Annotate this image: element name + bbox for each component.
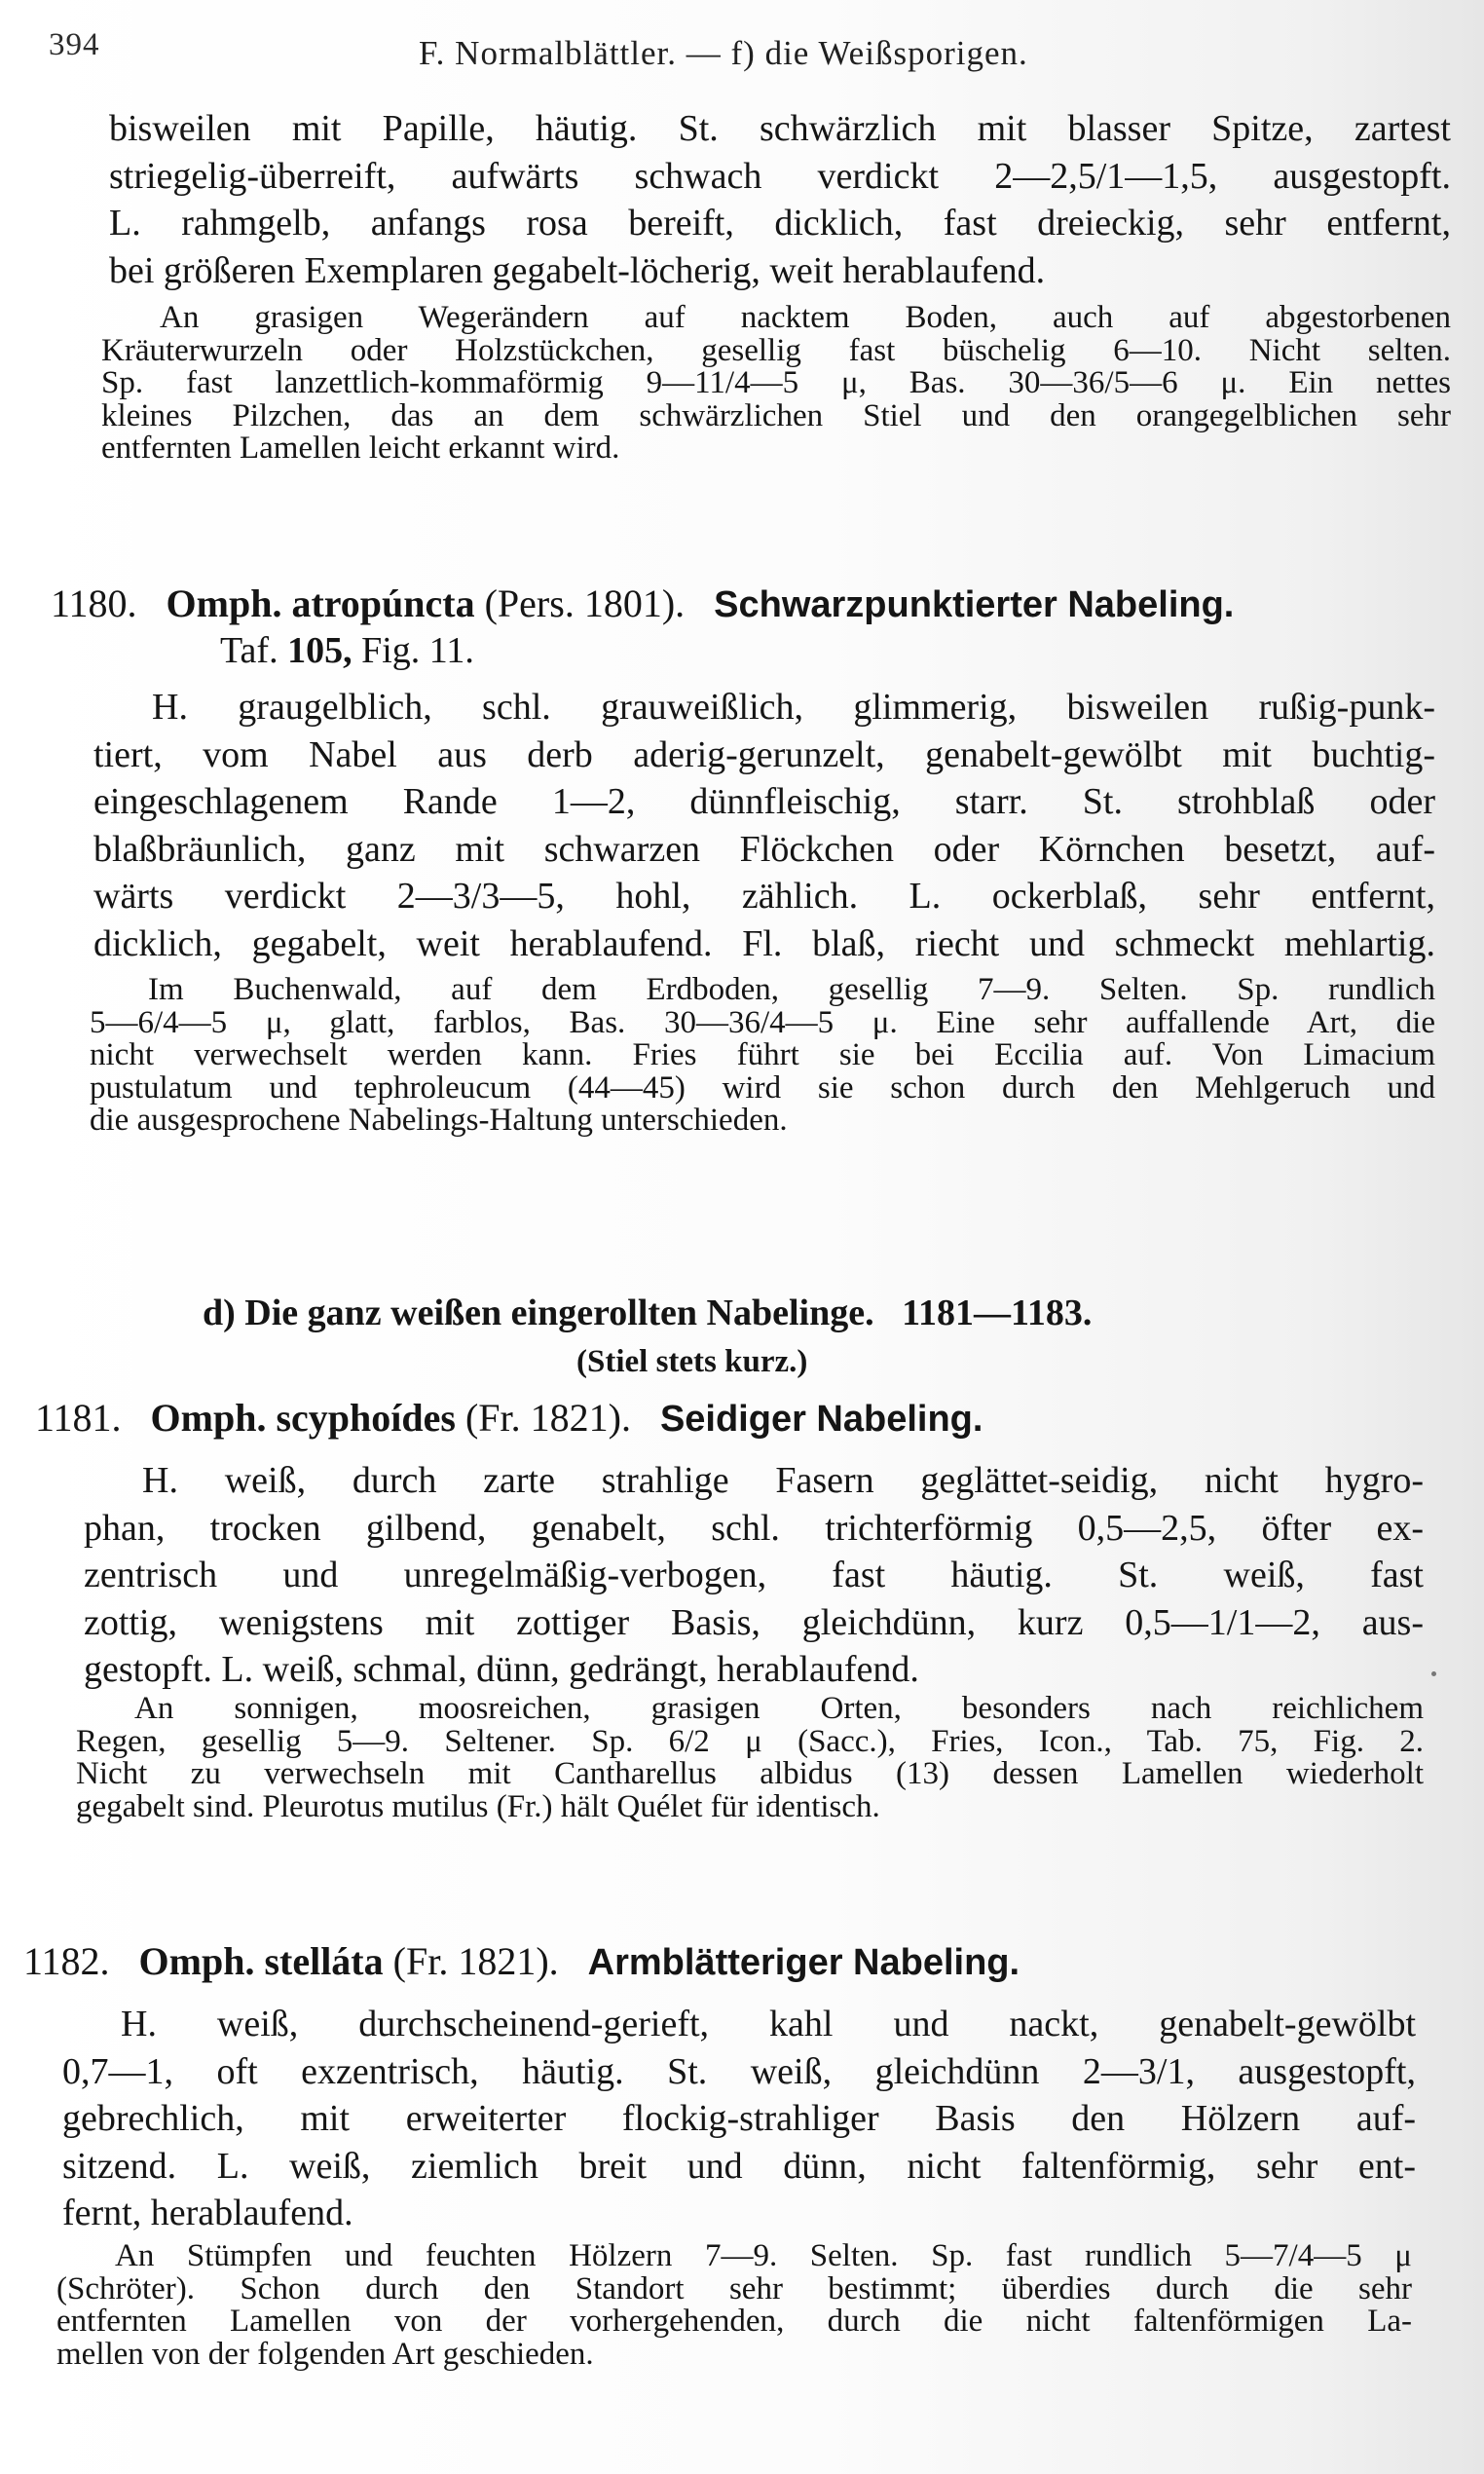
figure-plate-label: Taf. [220, 630, 278, 671]
note-line: mellen von der folgenden Art geschieden. [56, 2336, 594, 2372]
text-line: blaßbräunlich, ganz mit schwarzen Flöckchen oder Körnchen besetzt, auf- [93, 828, 1435, 870]
section-title: d) Die ganz weißen eingerollten Nabelinge. [203, 1293, 874, 1333]
note-line: Regen, gesellig 5—9. Seltener. Sp. 6/2 μ (Sacc.), Fries, Icon., Tab. 75, Fig. 2. [76, 1723, 1424, 1759]
description-1182 [62, 2001, 1416, 2237]
page-number: 394 [49, 27, 100, 62]
entry-heading-1181 [35, 1395, 983, 1441]
note-line: Kräuterwurzeln oder Holzstückchen, gesellig fast büschelig 6—10. Nicht selten. [101, 332, 1451, 368]
figure-reference [220, 629, 474, 672]
running-head: F. Normalblättler. — f) die Weißsporigen. [419, 34, 1028, 72]
text-line: zentrisch und unregelmäßig-verbogen, fast häutig. St. weiß, fast [84, 1555, 1424, 1595]
note-1180 [90, 974, 1435, 1138]
note-line: entfernten Lamellen von der vorhergehenden, durch die nicht faltenförmigen La- [56, 2304, 1412, 2339]
species-author: (Fr. 1821). [392, 1939, 559, 1983]
note-line: Sp. fast lanzettlich-kommaförmig 9—11/4—5 μ, Bas. 30—36/5—6 μ. Ein nettes [101, 365, 1451, 400]
text-line: H. weiß, durchscheinend-gerieft, kahl und nackt, genabelt-gewölbt [121, 2004, 1416, 2044]
note-1182 [56, 2240, 1412, 2371]
figure-number: Fig. 11. [361, 630, 474, 671]
species-name: Omph. stelláta [138, 1939, 384, 1983]
text-line: fernt, herablaufend. [62, 2193, 353, 2233]
entry-number: 1180. [51, 581, 137, 625]
text-line: bei größeren Exemplaren gegabelt-löcherig, weit herablaufend. [109, 249, 1046, 291]
note-1181 [76, 1693, 1424, 1823]
species-author: (Fr. 1821). [464, 1396, 631, 1440]
entry-heading-1182 [23, 1938, 1020, 1984]
note-line: pustulatum und tephroleucum (44—45) wird sie schon durch den Mehlgeruch und [90, 1069, 1435, 1106]
description-1181 [84, 1457, 1424, 1694]
text-line: 0,7—1, oft exzentrisch, häutig. St. weiß, gleichdünn 2—3/1, ausgestopft, [62, 2050, 1416, 2092]
text-line: bisweilen mit Papille, häutig. St. schwärzlich mit blasser Spitze, zartest [109, 108, 1451, 149]
text-line: gebrechlich, mit erweiterter flockig-strahliger Basis den Hölzern auf- [62, 2098, 1416, 2139]
german-name: Seidiger Nabeling. [659, 1399, 983, 1440]
text-line: wärts verdickt 2—3/3—5, hohl, zählich. L. ockerblaß, sehr entfernt, [93, 876, 1435, 917]
german-name: Armblätteriger Nabeling. [587, 1942, 1020, 1983]
text-line: striegelig-überreift, aufwärts schwach verdickt 2—2,5/1—1,5, ausgestopft. [109, 155, 1451, 197]
species-author: (Pers. 1801). [484, 581, 686, 625]
note-line: An sonnigen, moosreichen, grasigen Orten, besonders nach reichlichem [134, 1691, 1424, 1726]
note-line: kleines Pilzchen, das an dem schwärzlichen Stiel und den orangegelblichen sehr [101, 397, 1451, 433]
note-line: die ausgesprochene Nabelings-Haltung unterschieden. [90, 1103, 788, 1138]
text-line: zottig, wenigstens mit zottiger Basis, gleichdünn, kurz 0,5—1/1—2, aus- [84, 1601, 1424, 1643]
note-line: Im Buchenwald, auf dem Erdboden, gesellig 7—9. Selten. Sp. rundlich [148, 972, 1435, 1007]
text-line: H. weiß, durch zarte strahlige Fasern geglättet-seidig, nicht hygro- [142, 1460, 1424, 1501]
note-line: (Schröter). Schon durch den Standort sehr bestimmt; überdies durch die sehr [56, 2270, 1412, 2306]
section-subtitle: (Stiel stets kurz.) [576, 1344, 808, 1379]
note-line: An Stümpfen und feuchten Hölzern 7—9. Selten. Sp. fast rundlich 5—7/4—5 μ [115, 2238, 1412, 2273]
section-heading [203, 1292, 1092, 1334]
species-name: Omph. scyphoídes [150, 1396, 456, 1440]
text-line: eingeschlagenem Rande 1—2, dünnfleischig, starr. St. strohblaß oder [93, 781, 1435, 822]
note-line: nicht verwechselt werden kann. Fries führt sie bei Eccilia auf. Von Limacium [90, 1037, 1435, 1072]
figure-plate-number: 105, [287, 630, 352, 671]
note-line: 5—6/4—5 μ, glatt, farblos, Bas. 30—36/4—5 μ. Eine sehr auffallende Art, die [90, 1004, 1435, 1040]
text-line: sitzend. L. weiß, ziemlich breit und dünn, nicht faltenförmig, sehr ent- [62, 2145, 1416, 2187]
text-line: dicklich, gegabelt, weit herablaufend. Fl. blaß, riecht und schmeckt mehlartig. [93, 922, 1435, 964]
note-line: Nicht zu verwechseln mit Cantharellus albidus (13) dessen Lamellen wiederholt [76, 1756, 1424, 1791]
text-line: L. rahmgelb, anfangs rosa bereift, dicklich, fast dreieckig, sehr entfernt, [109, 203, 1451, 244]
text-line: tiert, vom Nabel aus derb aderig-gerunzelt, genabelt-gewölbt mit buchtig- [93, 733, 1435, 775]
entry-number: 1181. [35, 1396, 122, 1440]
note-line: gegabelt sind. Pleurotus mutilus (Fr.) hält Quélet für identisch. [76, 1788, 880, 1824]
continuation-description [109, 105, 1451, 294]
entry-number: 1182. [23, 1939, 110, 1983]
continuation-note [101, 302, 1451, 466]
print-speck [1431, 1671, 1436, 1676]
species-name: Omph. atropúncta [166, 581, 475, 625]
note-line: An grasigen Wegerändern auf nacktem Boden, auch auf abgestorbenen [160, 300, 1451, 335]
section-range: 1181—1183. [902, 1293, 1093, 1333]
german-name: Schwarzpunktierter Nabeling. [714, 584, 1235, 625]
text-line: H. graugelblich, schl. grauweißlich, glimmerig, bisweilen rußig-punk- [152, 687, 1435, 728]
description-1180 [93, 684, 1435, 967]
note-line: entfernten Lamellen leicht erkannt wird. [101, 431, 620, 466]
text-line: phan, trocken gilbend, genabelt, schl. trichterförmig 0,5—2,5, öfter ex- [84, 1507, 1424, 1549]
entry-heading-1180 [51, 581, 1234, 626]
text-line: gestopft. L. weiß, schmal, dünn, gedrängt, herablaufend. [84, 1649, 919, 1690]
